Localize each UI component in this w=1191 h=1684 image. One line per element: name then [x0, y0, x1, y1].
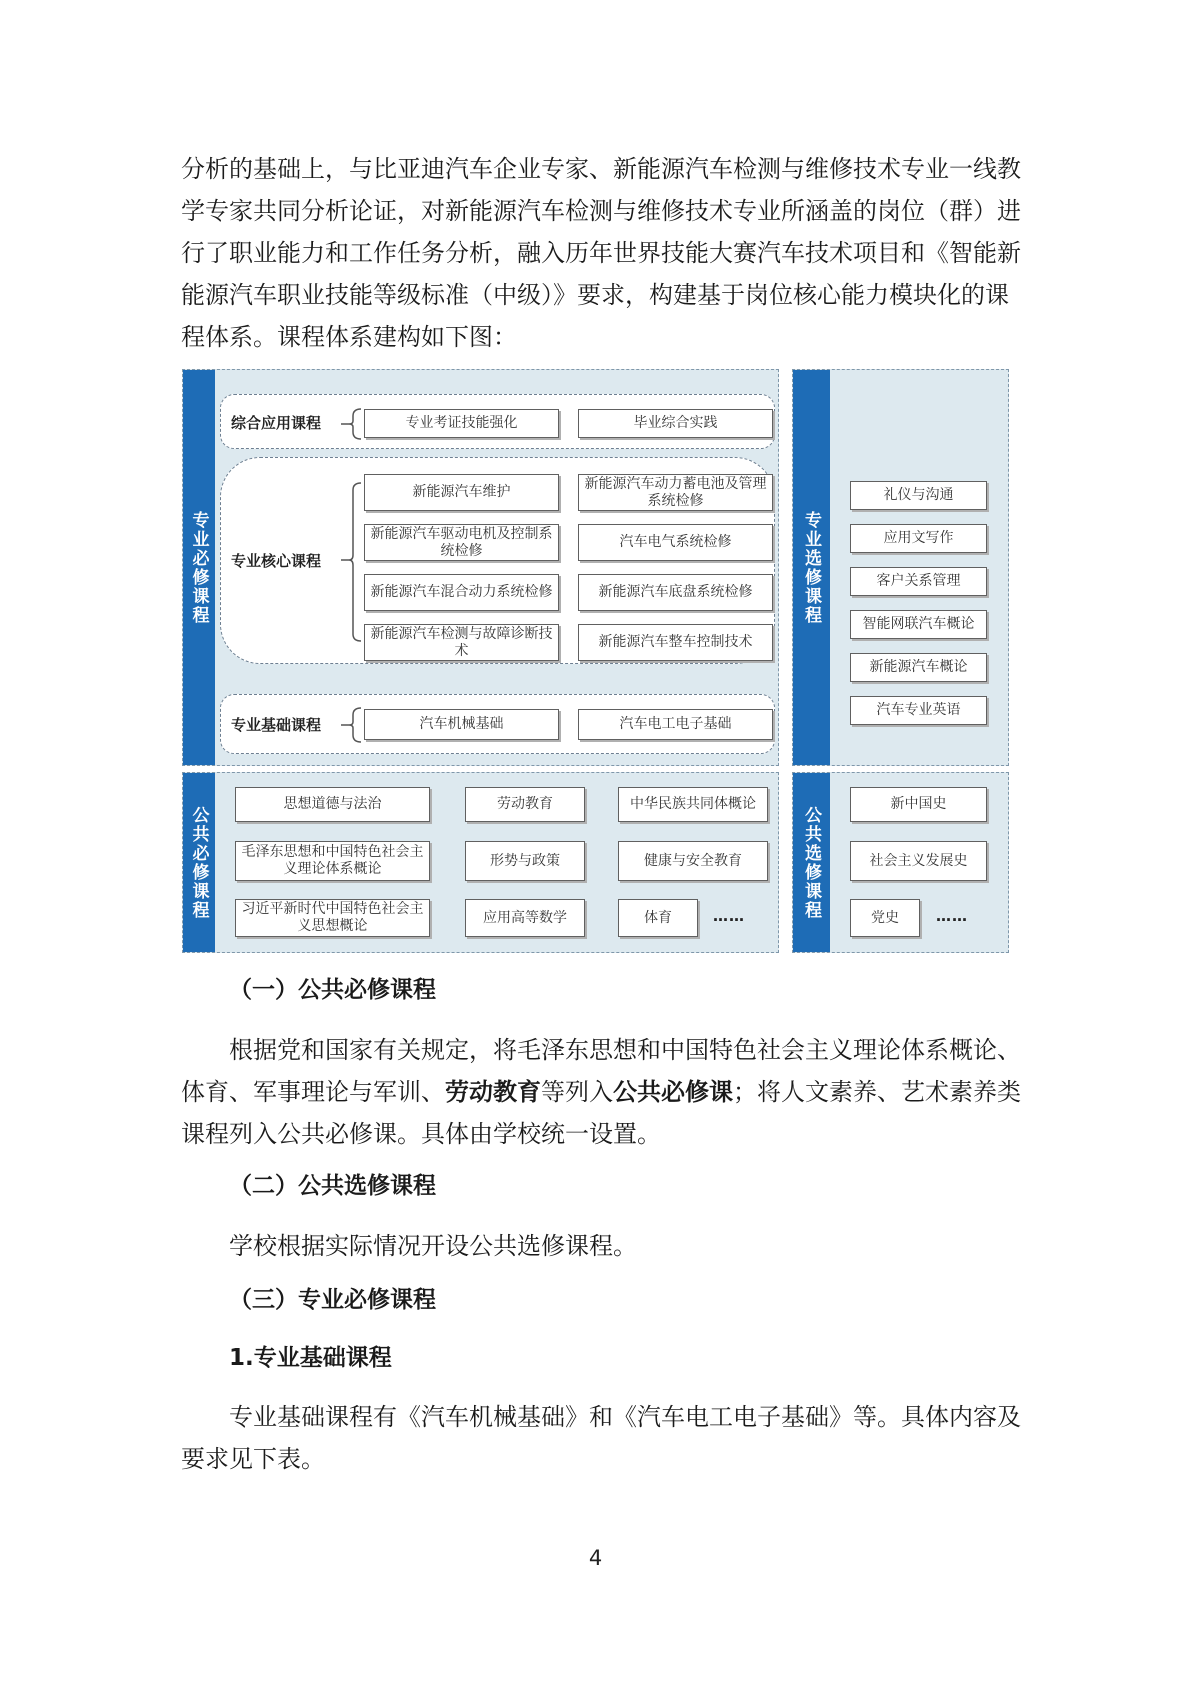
intro-line: 能源汽车职业技能等级标准（中级）》要求，构建基于岗位核心能力模块化的课 — [181, 281, 1009, 309]
course-box: 新能源汽车混合动力系统检修 — [364, 574, 559, 611]
course-box: 社会主义发展史 — [850, 841, 987, 881]
curriculum-diagram — [182, 369, 1009, 953]
course-box: 毕业综合实践 — [578, 409, 773, 438]
foundation-brace — [341, 705, 365, 745]
course-box: 汽车电气系统检修 — [578, 524, 773, 561]
core-group-label: 专业核心课程 — [231, 552, 322, 570]
course-box: 客户关系管理 — [850, 567, 987, 596]
page-number: 4 — [588, 1546, 603, 1570]
course-box: 新能源汽车概论 — [850, 653, 987, 682]
bold-text-run: 公共必修课 — [613, 1078, 733, 1106]
intro-line: 学专家共同分析论证，对新能源汽车检测与维修技术专业所涵盖的岗位（群）进 — [181, 197, 1021, 225]
course-box: 新能源汽车维护 — [364, 474, 559, 511]
paragraph-line: 学校根据实际情况开设公共选修课程。 — [229, 1232, 637, 1260]
public-elective-panel — [792, 772, 1009, 953]
bold-text-run: 劳动教育 — [445, 1078, 541, 1106]
course-box: 新中国史 — [850, 787, 987, 822]
course-box: 劳动教育 — [465, 787, 585, 822]
public-required-bar — [183, 773, 215, 952]
course-box: 思想道德与法治 — [235, 787, 430, 822]
text-run: ；将人文素养、艺术素养类 — [733, 1078, 1021, 1106]
subsection-heading: 1.专业基础课程 — [229, 1345, 392, 1371]
section-paragraph — [181, 1396, 1023, 1480]
paragraph-line: 根据党和国家有关规定，将毛泽东思想和中国特色社会主义理论体系概论、 — [229, 1036, 1021, 1064]
professional-elective-bar-label: 专业选修课程 — [801, 510, 821, 625]
section-paragraph — [181, 1225, 1023, 1267]
text-run: 等列入 — [541, 1078, 613, 1106]
course-box: 健康与安全教育 — [618, 841, 768, 881]
course-box: 毛泽东思想和中国特色社会主义理论体系概论 — [235, 841, 430, 881]
public-required-panel — [182, 772, 779, 953]
course-box: 习近平新时代中国特色社会主义思想概论 — [235, 899, 430, 937]
core-brace — [341, 480, 365, 644]
intro-line: 程体系。课程体系建构如下图： — [181, 323, 517, 351]
professional-required-panel — [182, 369, 779, 766]
course-box: 应用文写作 — [850, 524, 987, 553]
intro-paragraph — [181, 148, 1023, 358]
course-box: 党史 — [850, 899, 920, 937]
course-box: 专业考证技能强化 — [364, 409, 559, 438]
public-elective-bar-label: 公共选修课程 — [801, 805, 821, 920]
paragraph-line: 专业基础课程有《汽车机械基础》和《汽车电工电子基础》等。具体内容及 — [229, 1403, 1021, 1431]
foundation-group-label: 专业基础课程 — [231, 716, 322, 734]
course-box: 新能源汽车动力蓄电池及管理系统检修 — [578, 474, 773, 511]
comprehensive-brace — [341, 406, 365, 442]
paragraph-line: 要求见下表。 — [181, 1445, 325, 1473]
intro-line: 行了职业能力和工作任务分析，融入历年世界技能大赛汽车技术项目和《智能新 — [181, 239, 1021, 267]
intro-line: 分析的基础上，与比亚迪汽车企业专家、新能源汽车检测与维修技术专业一线教 — [181, 155, 1021, 183]
course-box: 智能网联汽车概论 — [850, 610, 987, 639]
text-run: 体育、军事理论与军训、 — [181, 1078, 445, 1106]
course-box: 形势与政策 — [465, 841, 585, 881]
professional-elective-panel — [792, 369, 1009, 766]
professional-required-bar — [183, 370, 215, 765]
course-box: 应用高等数学 — [465, 899, 585, 937]
paragraph-line: 课程列入公共必修课。具体由学校统一设置。 — [181, 1120, 661, 1148]
course-box: 新能源汽车驱动电机及控制系统检修 — [364, 524, 559, 561]
course-box: 新能源汽车检测与故障诊断技术 — [364, 624, 559, 661]
public-required-bar-label: 公共必修课程 — [188, 805, 209, 920]
more-courses-ellipsis: …… — [713, 907, 745, 925]
paragraph-line — [181, 1071, 1023, 1113]
section-paragraph — [181, 1029, 1023, 1155]
comprehensive-group-label: 综合应用课程 — [231, 414, 322, 432]
course-box: 汽车专业英语 — [850, 696, 987, 725]
course-box: 新能源汽车底盘系统检修 — [578, 574, 773, 611]
section-heading: （三）专业必修课程 — [229, 1287, 436, 1313]
more-courses-ellipsis: …… — [936, 907, 968, 925]
course-box: 汽车机械基础 — [364, 709, 559, 740]
course-box: 礼仪与沟通 — [850, 481, 987, 510]
course-box: 汽车电工电子基础 — [578, 709, 773, 740]
course-box: 中华民族共同体概论 — [618, 787, 768, 822]
public-elective-bar — [793, 773, 830, 952]
course-box: 体育 — [618, 899, 698, 937]
section-heading: （一）公共必修课程 — [229, 977, 436, 1003]
section-heading: （二）公共选修课程 — [229, 1173, 436, 1199]
professional-elective-bar — [793, 370, 830, 765]
course-box: 新能源汽车整车控制技术 — [578, 624, 773, 661]
professional-required-bar-label: 专业必修课程 — [188, 510, 209, 625]
